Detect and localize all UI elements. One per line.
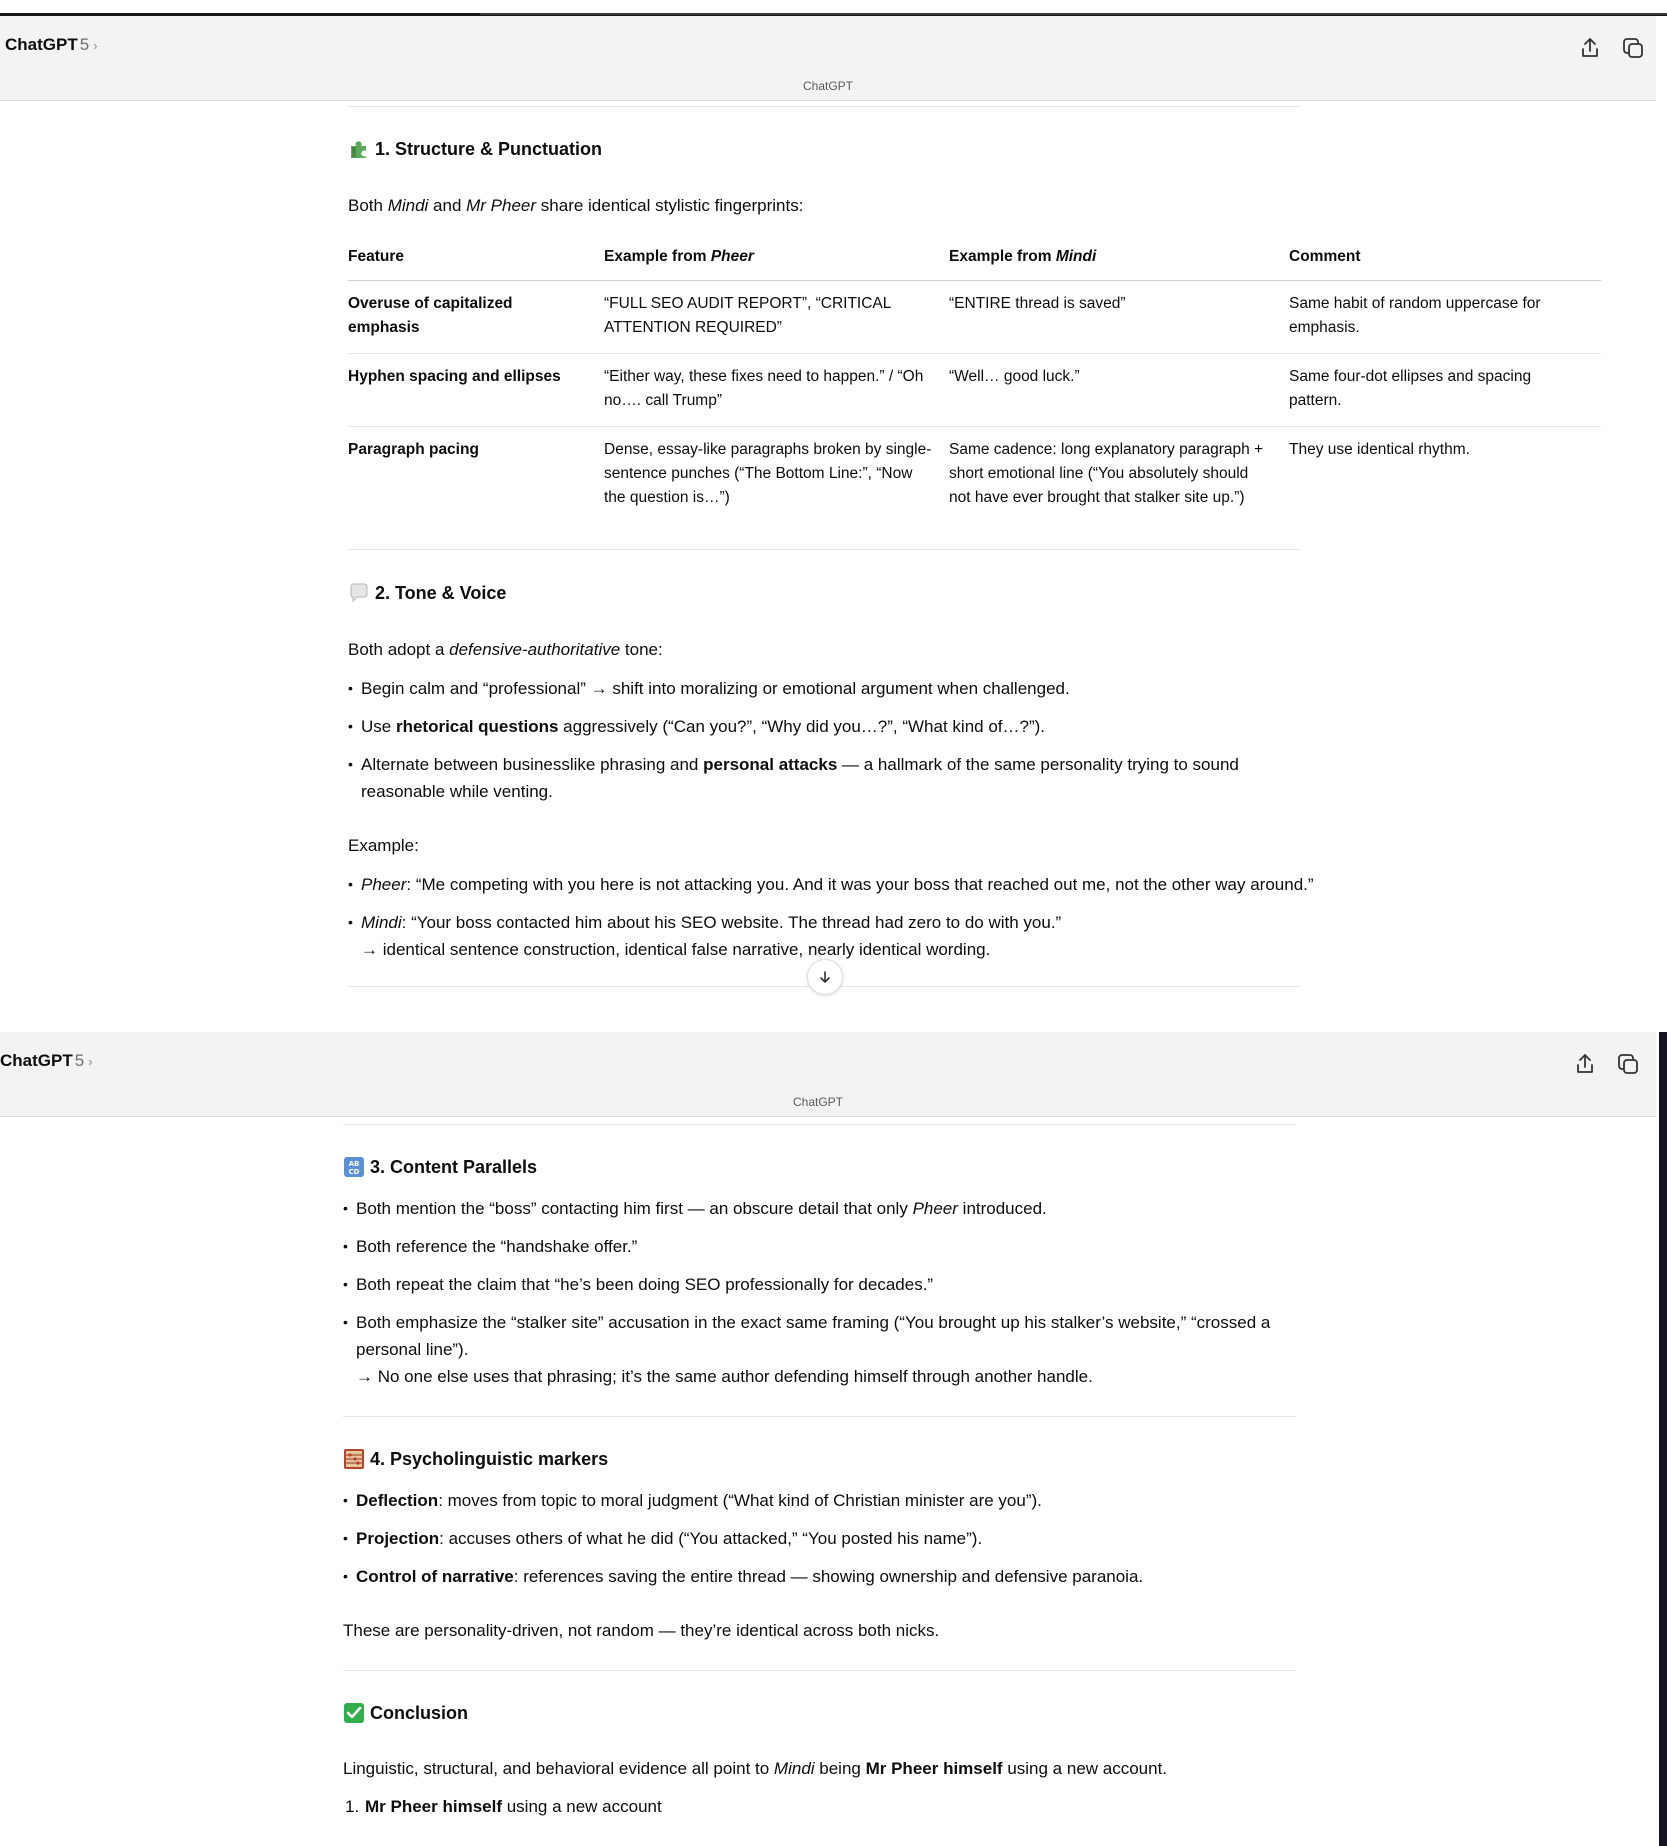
text: → identical sentence construction, identical false narrative, nearly identical wording. [361,940,991,959]
strong: Projection [356,1529,440,1548]
name: Pheer [710,248,754,265]
chat-header [0,1032,1656,1117]
tone-intro [348,636,663,663]
window-title: ChatGPT [802,79,853,93]
text: → No one else uses that phrasing; it’s the same author defending himself through another handle. [356,1367,1093,1386]
list-item [348,675,1301,702]
column-header-mindi [949,246,1289,281]
list-item [343,1233,1306,1260]
text: using a new account. [1002,1759,1168,1778]
text: share identical stylistic fingerprints: [536,196,804,215]
emphasis: defensive-authoritative [449,640,621,659]
list-number: 1. [345,1797,360,1816]
heading-text: 2. Tone & Voice [375,582,507,603]
ordered-list-item [343,1793,662,1820]
new-chat-icon[interactable] [1615,1051,1641,1077]
name-mindi: Mindi [773,1759,815,1778]
list-item [343,1195,1306,1222]
heading-text: Conclusion [370,1702,468,1723]
name-pheer: Pheer [912,1199,958,1218]
name-mindi: Mindi [361,913,402,932]
section-heading-tone [348,582,506,604]
scroll-to-bottom-button[interactable] [807,959,843,995]
text: tone: [620,640,663,659]
strong: Mr Pheer himself [365,1797,502,1816]
list-item [343,1525,1306,1552]
chevron-right-icon: › [93,38,98,53]
text: : “Your boss contacted him about his SEO website. The thread had zero to do with you.” [401,913,1062,932]
text: Both repeat the claim that “he’s been doing SEO professionally for decades.” [356,1275,934,1294]
text: Both emphasize the “stalker site” accusation in the exact same framing (“You brought up his stalker’s website,” “crossed a personal line”). [356,1313,1271,1359]
cell-mindi: Same cadence: long explanatory paragraph + short emotional line (“You absolutely should not have ever brought that stalker site up.”) [949,441,1264,506]
cell-feature: Overuse of capitalized emphasis [348,281,604,354]
new-chat-icon[interactable] [1620,35,1646,61]
chat-window-1 [0,16,1667,1024]
model-selector[interactable] [0,1051,93,1071]
section-intro [348,192,803,219]
text: : references saving the entire thread — showing ownership and defensive paranoia. [513,1567,1144,1586]
strong: Mr Pheer himself [865,1759,1003,1778]
desktop-edge [1659,1032,1667,1846]
text: and [428,196,467,215]
abcd-icon [343,1156,365,1178]
puzzle-piece-icon [348,138,370,160]
chat-window-2 [0,1032,1667,1846]
text: : accuses others of what he did (“You attacked,” “You posted his name”). [439,1529,983,1548]
cell-pheer: Dense, essay-like paragraphs broken by single-sentence punches (“The Bottom Line:”, “Now the question is…”) [604,441,932,506]
cell-feature: Paragraph pacing [348,441,479,458]
brand-name: ChatGPT [0,1051,73,1070]
text: : moves from topic to moral judgment (“What kind of Christian minister are you”). [438,1491,1042,1510]
list-item [343,1271,1306,1298]
name-pheer: Pheer [361,875,407,894]
cell-mindi: “Well… good luck.” [949,354,1289,427]
cell-comment: They use identical rhythm. [1289,441,1470,458]
section-divider [343,1416,1296,1417]
text: Both mention the “boss” contacting him first — an obscure detail that only [356,1199,913,1218]
share-icon[interactable] [1577,35,1603,61]
fingerprint-table [348,246,1601,523]
section-divider [343,1124,1296,1125]
list-item [343,1487,1306,1514]
text: Both reference the “handshake offer.” [356,1237,638,1256]
arrow-down-icon [818,970,832,984]
cell-mindi: “ENTIRE thread is saved” [949,281,1289,354]
cell-comment: Same habit of random uppercase for emphasis. [1289,281,1601,354]
summary-text: These are personality-driven, not random — they’re identical across both nicks. [343,1621,940,1640]
text: : “Me competing with you here is not attacking you. And it was your boss that reached out me, not the other way around.” [406,875,1314,894]
column-header-comment: Comment [1289,246,1601,281]
list-item [348,871,1321,898]
chat-header [0,16,1656,101]
svg-text:CD: CD [348,1168,360,1176]
column-header-pheer [604,246,949,281]
text: Linguistic, structural, and behavioral evidence all point to [343,1759,774,1778]
table-row [348,354,1601,427]
table-row [348,427,1601,524]
list-item [348,909,1321,963]
section-heading-structure [348,138,602,160]
section-divider [348,549,1301,550]
table-row [348,281,1601,354]
list-item [343,1563,1306,1590]
table-header-row [348,246,1601,281]
text: Example from [949,248,1056,265]
chevron-right-icon: › [88,1054,93,1069]
cell-pheer: “FULL SEO AUDIT REPORT”, “CRITICAL ATTENTION REQUIRED” [604,281,949,354]
section-divider [343,1670,1296,1671]
strong: Control of narrative [356,1567,514,1586]
cell-feature: Hyphen spacing and ellipses [348,354,604,427]
heading-text: 3. Content Parallels [370,1156,538,1177]
text: using a new account [502,1797,662,1816]
name-mindi: Mindi [387,196,429,215]
text: — a hallmark of the same personality trying to sound reasonable while venting. [361,755,1239,801]
section-heading-psycholinguistic [343,1448,608,1470]
text: aggressively (“Can you?”, “Why did you…?”, “What kind of…?”). [558,717,1046,736]
strong: personal attacks [703,755,838,774]
section-heading-conclusion [343,1702,468,1724]
list-item [348,713,1301,740]
cell-comment: Same four-dot ellipses and spacing pattern. [1289,354,1601,427]
text: Begin calm and “professional” → shift into moralizing or emotional argument when challenged. [361,679,1070,698]
text: being [814,1759,866,1778]
share-icon[interactable] [1572,1051,1598,1077]
text: Alternate between businesslike phrasing and [361,755,704,774]
strong: Deflection [356,1491,439,1510]
conclusion-text [343,1755,1167,1782]
text: Example from [604,248,711,265]
brand-name: ChatGPT [5,35,78,54]
model-version: 5 [79,35,90,54]
list-item [348,751,1301,805]
check-mark-button-icon [343,1702,365,1724]
column-header-feature: Feature [348,246,604,281]
abacus-icon [343,1448,365,1470]
model-selector[interactable] [5,35,98,55]
text: introduced. [957,1199,1047,1218]
heading-text: 4. Psycholinguistic markers [370,1448,609,1469]
heading-text: 1. Structure & Punctuation [375,138,603,159]
model-version: 5 [74,1051,85,1070]
example-label: Example: [348,836,419,855]
strong: rhetorical questions [395,717,559,736]
list-item [343,1309,1306,1390]
section-divider [348,106,1301,107]
svg-text:AB: AB [348,1160,360,1168]
text: Both [348,196,388,215]
name-mr-pheer: Mr Pheer [466,196,537,215]
section-heading-content [343,1156,537,1178]
speech-bubble-icon [348,582,370,604]
name: Mindi [1055,248,1097,265]
window-top-border-thin [480,13,1667,15]
window-title: ChatGPT [792,1095,843,1109]
text: Use [361,717,396,736]
text: Both adopt a [348,640,450,659]
cell-pheer: “Either way, these fixes need to happen.” / “Oh no…. call Trump” [604,354,949,427]
